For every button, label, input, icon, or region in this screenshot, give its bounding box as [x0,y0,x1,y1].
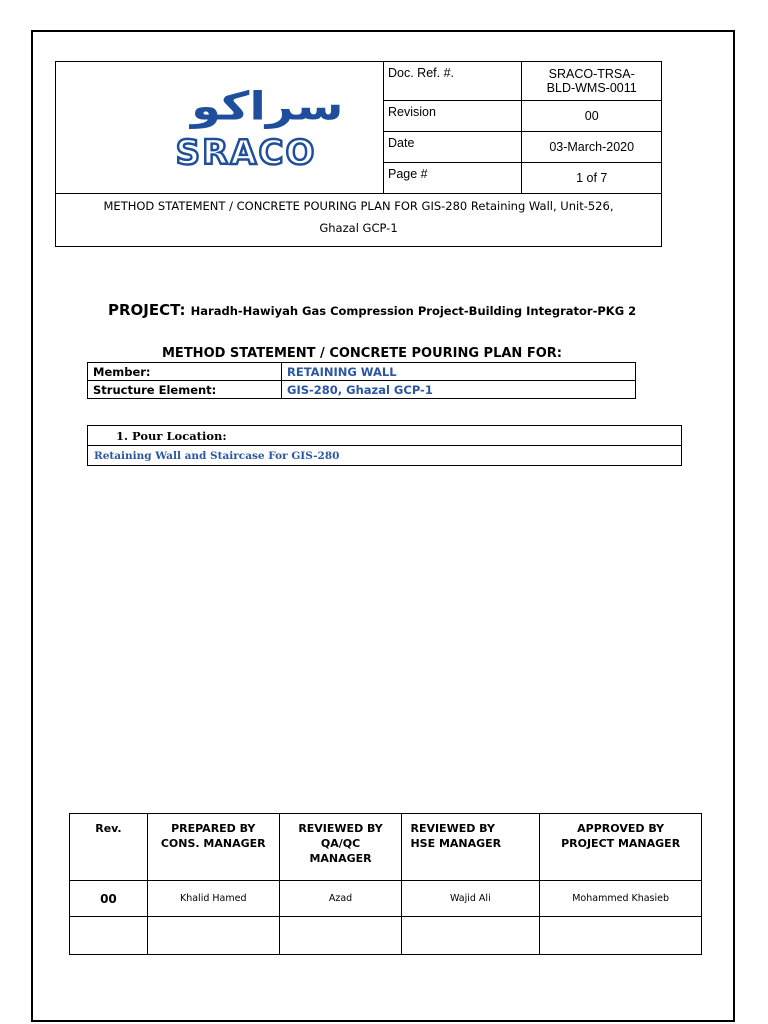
meta-value-page: 1 of 7 [576,170,608,185]
approval-empty-row [70,917,702,955]
structure-element-label: Structure Element: [88,381,282,399]
structure-element-row [88,381,636,399]
prepared-by-name: Khalid Hamed [147,881,279,917]
meta-label: Doc. Ref. #. [384,62,522,100]
pour-location-value: Retaining Wall and Staircase For GIS-280 [88,446,682,466]
reviewed-by-qa-header: REVIEWED BY QA/QC MANAGER [279,814,402,881]
document-title-line-2: Ghazal GCP-1 [319,221,398,235]
document-meta-table [384,62,661,193]
approved-by-name: Mohammed Khasieb [540,881,702,917]
empty-cell [279,917,402,955]
meta-value-date: 03-March-2020 [522,131,661,162]
rev-header: Rev. [70,814,148,881]
approval-table [69,813,702,955]
rev-value: 00 [70,881,148,917]
approval-row [70,881,702,917]
sraco-logo [136,82,366,182]
project-name: Haradh-Hawiyah Gas Compression Project-Building Integrator-PKG 2 [190,304,637,318]
project-label: PROJECT: [108,301,186,319]
meta-label: Page # [384,162,522,193]
structure-element-value: GIS-280, Ghazal GCP-1 [282,381,636,399]
member-table [87,362,636,399]
member-row [88,363,636,381]
meta-label: Date [384,131,522,162]
logo-cell [56,62,384,193]
project-line [108,300,636,319]
meta-label: Revision [384,100,522,131]
member-value: RETAINING WALL [282,363,636,381]
document-title-line-1: METHOD STATEMENT / CONCRETE POURING PLAN FOR GIS-280 Retaining Wall, Unit-526, [103,199,614,213]
approved-by-header: APPROVED BY PROJECT MANAGER [540,814,702,881]
reviewed-by-qa-name: Azad [279,881,402,917]
empty-cell [540,917,702,955]
logo-arabic-text: سراكو [191,83,344,130]
document-header [55,61,662,247]
reviewed-by-hse-header: REVIEWED BY HSE MANAGER [402,814,540,881]
logo-latin-text: SRACO [175,133,317,173]
prepared-by-header: PREPARED BY CONS. MANAGER [147,814,279,881]
member-label: Member: [88,363,282,381]
document-title [56,193,661,246]
approval-header-row [70,814,702,881]
method-statement-heading: METHOD STATEMENT / CONCRETE POURING PLAN FOR: [162,346,562,361]
reviewed-by-hse-name: Wajid Ali [402,881,540,917]
empty-cell [147,917,279,955]
meta-value-revision: 00 [522,100,661,131]
pour-location-table [87,425,682,466]
meta-value-doc-ref: SRACO-TRSA-BLD-WMS-0011 [522,62,661,100]
pour-location-heading: 1. Pour Location: [88,426,682,446]
empty-cell [70,917,148,955]
empty-cell [402,917,540,955]
